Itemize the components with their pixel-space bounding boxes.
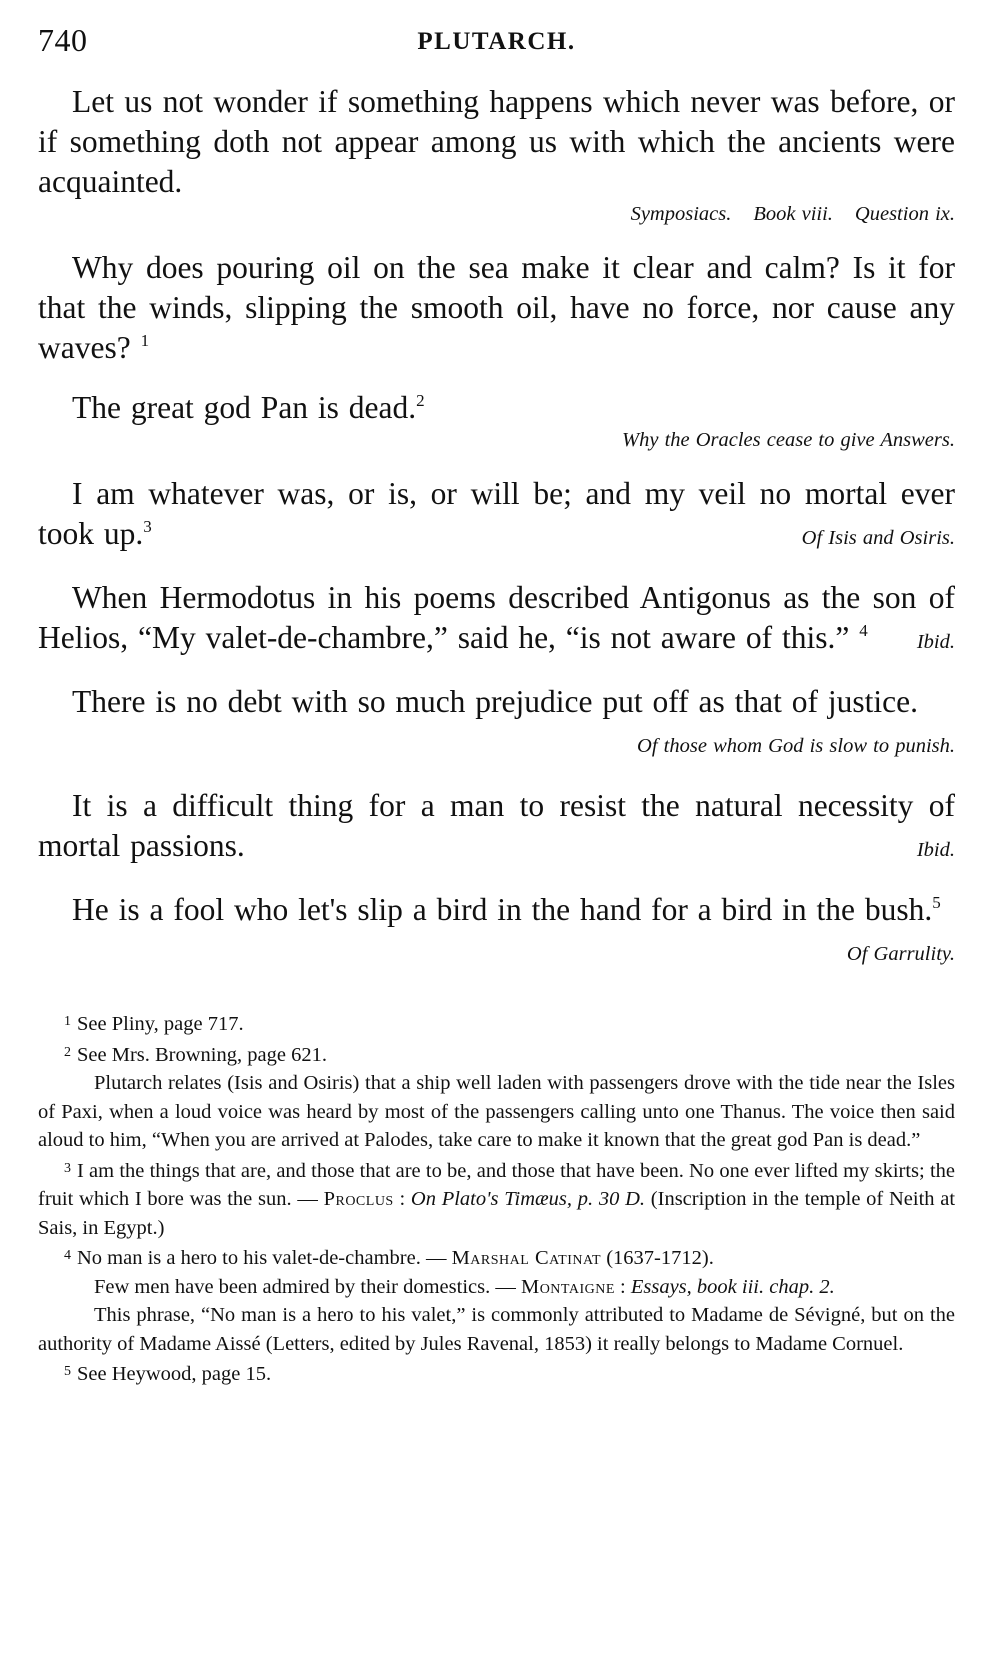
quote-item <box>38 890 955 974</box>
quote-text: I am whatever was, or is, or will be; and my veil no mortal ever took up.$^3$ Of Isis and Osiris. <box>38 474 955 554</box>
quote-item <box>38 82 955 228</box>
footnote: $^2$ See Mrs. Browning, page 621. <box>64 1043 327 1066</box>
quote-text: Why does pouring oil on the sea make it clear and calm? Is it for that the winds, slipping the smooth oil, have no force, nor cause any waves? $^1$ <box>38 250 955 365</box>
quote-text: Let us not wonder if something happens which never was before, or if something doth not appear among us with which the ancients were acquainted. <box>38 84 955 199</box>
footnote-work: Essays, book iii. chap. 2. <box>630 1275 835 1298</box>
quote-item <box>38 578 955 662</box>
footnote-ref: 4 <box>859 621 868 640</box>
quote-citation: Why the Oracles cease to give Answers. <box>622 429 955 451</box>
footnote-author: Montaigne <box>520 1275 615 1298</box>
quote-item <box>38 786 955 870</box>
footnote: $^1$ See Pliny, page 717. <box>64 1013 244 1035</box>
footnote-ref: 3 <box>143 517 152 536</box>
running-title: PLUTARCH. <box>417 28 576 55</box>
footnote: $^3$ I am the things that are, and those that are to be, and those that have been. No one ever lifted my skirts; the fruit which I bore was the sun. — Proclus : On Plato's Timæus, p. 30 D. (Inscription in the temple of Neith at Sais, in Egypt.) <box>38 1159 956 1239</box>
footnote: $^4$ No man is a hero to his valet-de-chambre. — Marshal Catinat (1637-1712). <box>64 1247 714 1269</box>
footnote-author: Marshal Catinat <box>451 1247 602 1269</box>
page-header <box>38 22 955 82</box>
quote-item <box>38 474 955 558</box>
footnote-continuation: This phrase, “No man is a hero to his valet,” is commonly attributed to Madame de Sévigné, but on the authority of Madame Aissé (Letters, edited by Jules Ravenal, 1853) it really belongs to Madame Cornuel. <box>38 1304 955 1355</box>
quote-citation: Ibid. <box>916 631 955 653</box>
footnote-continuation: Plutarch relates (Isis and Osiris) that a ship well laden with passengers drove with the tide near the Isles of Paxi, when a loud voice was heard by most of the passengers calling unto one Thanus. The voice then said aloud to him, “When you are arrived at Palodes, take care to make it known that the great god Pan is dead.” <box>38 1072 955 1151</box>
quote-item <box>38 248 955 368</box>
footnote-ref: 5 <box>932 893 941 912</box>
quote-citation: Symposiacs. Book viii. Question ix. <box>630 203 955 225</box>
footnote-continuation: Few men have been admired by their domestics. — Montaigne : Essays, book iii. chap. 2. <box>94 1275 835 1298</box>
quote-item <box>38 388 955 454</box>
footnote-work: On Plato's Timæus, p. 30 D. <box>410 1188 646 1210</box>
quote-text: He is a fool who let's slip a bird in the hand for a bird in the bush.$^5$ Of Garrulity. <box>38 890 955 930</box>
footnotes <box>38 1008 955 1389</box>
quote-citation: Of Garrulity. <box>846 943 955 965</box>
quote-text: It is a difficult thing for a man to resist the natural necessity of mortal passions. Ibid. <box>38 786 955 866</box>
page-number: 740 <box>38 22 88 58</box>
quote-text: There is no debt with so much prejudice put off as that of justice. Of those whom God is slow to punish. <box>38 682 955 722</box>
quote-citation: Of those whom God is slow to punish. <box>637 735 955 757</box>
quote-text: The great god Pan is dead.$^2$ <box>72 390 425 425</box>
quote-citation: Ibid. <box>916 839 955 861</box>
quote-citation: Of Isis and Osiris. <box>801 527 955 549</box>
quote-item <box>38 682 955 766</box>
footnote-author: Proclus <box>323 1188 394 1210</box>
footnote-ref: 1 <box>140 331 150 350</box>
quote-text: When Hermodotus in his poems described Antigonus as the son of Helios, “My valet-de-chambre,” said he, “is not aware of this.” $^4$ Ibid. <box>38 578 955 658</box>
footnote-ref: 2 <box>416 391 425 410</box>
footnote: $^5$ See Heywood, page 15. <box>64 1363 272 1385</box>
